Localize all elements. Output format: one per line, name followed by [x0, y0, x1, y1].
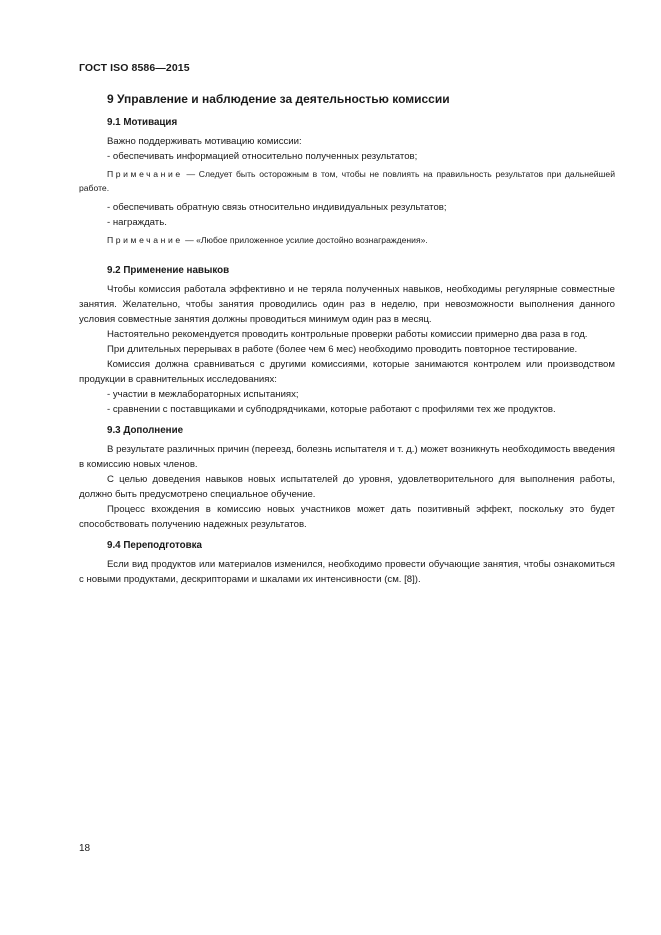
list-item: - участии в межлабораторных испытаниях;: [107, 389, 299, 400]
paragraph: Комиссия должна сравниваться с другими комиссиями, которые занимаются контролем или производством продукции в сравнительных исследованиях:: [79, 359, 615, 385]
paragraph: С целью доведения навыков новых испытателей до уровня, удовлетворительного для выполнения работы, должно быть предусмотрено специальное обучение.: [79, 474, 615, 500]
paragraph: В результате различных причин (переезд, болезнь испытателя и т. д.) может возникнуть необходимость введения в комиссию новых членов.: [79, 444, 615, 470]
paragraph: При длительных перерывах в работе (более чем 6 мес) необходимо проводить повторное тестирование.: [107, 344, 578, 355]
note-label: Примечание: [107, 169, 183, 179]
list-item: - награждать.: [107, 217, 167, 228]
list-item: - обеспечивать обратную связь относительно индивидуальных результатов;: [107, 202, 447, 213]
section-title: 9 Управление и наблюдение за деятельностью комиссии: [107, 92, 450, 106]
list-item: - сравнении с поставщиками и субподрядчиками, которые работают с профилями тех же продуктов.: [107, 404, 556, 415]
note: [79, 167, 615, 195]
page-content: [79, 91, 615, 587]
note-label: Примечание: [107, 235, 183, 245]
paragraph: Процесс вхождения в комиссию новых участников может дать позитивный эффект, поскольку это будет способствовать получению надежных результатов.: [79, 504, 615, 530]
note-text: — Следует быть осторожным в том, чтобы не повлиять на правильность результатов при дальнейшей работе.: [79, 169, 615, 193]
subsection-title-9-3: 9.3 Дополнение: [107, 425, 184, 436]
subsection-title-9-2: 9.2 Применение навыков: [107, 265, 230, 276]
document-code: ГОСТ ISO 8586—2015: [79, 62, 190, 74]
subsection-title-9-4: 9.4 Переподготовка: [107, 540, 202, 551]
note-text: — «Любое приложенное усилие достойно вознаграждения».: [182, 235, 428, 245]
page-number: 18: [79, 843, 91, 854]
note: [79, 233, 615, 247]
paragraph: Если вид продуктов или материалов изменился, необходимо провести обучающие занятия, чтобы ознакомиться с новыми продуктами, дескрипторами и шкалами их интенсивности (см. [8]).: [79, 559, 615, 585]
paragraph: Чтобы комиссия работала эффективно и не теряла полученных навыков, необходимы регулярные совместные занятия. Желательно, чтобы занятия проводились один раз в неделю, при невозможности выполнения данного условия совместные занятия должны проводиться минимум один раз в месяц.: [79, 284, 615, 325]
subsection-title-9-1: 9.1 Мотивация: [107, 117, 178, 128]
paragraph: Настоятельно рекомендуется проводить контрольные проверки работы комиссии примерно два раза в год.: [107, 329, 588, 340]
list-item: - обеспечивать информацией относительно полученных результатов;: [107, 151, 418, 162]
paragraph: Важно поддерживать мотивацию комиссии:: [107, 136, 302, 147]
